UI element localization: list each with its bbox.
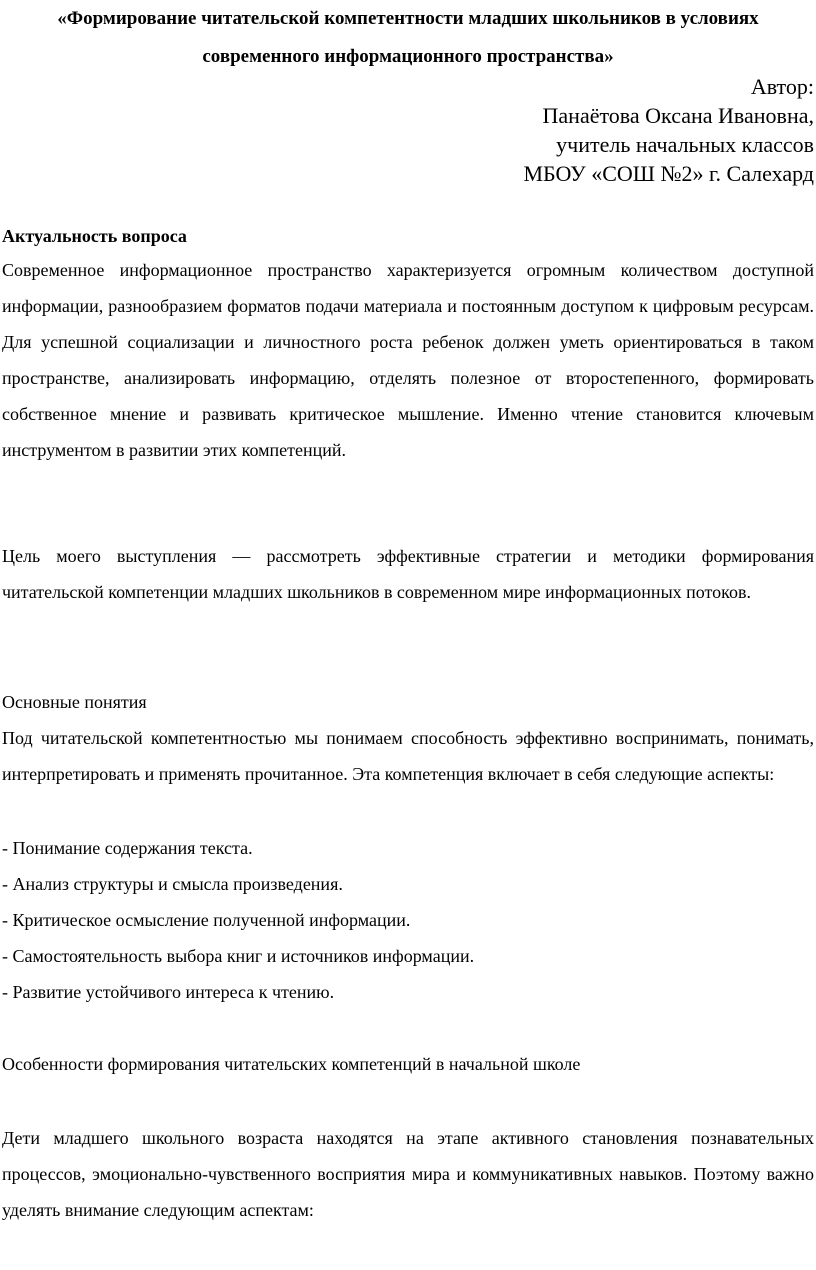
features-paragraph: Дети младшего школьного возраста находятся на этапе активного становления познавательных процессов, эмоционально-чувственного восприятия мира и коммуникативных навыков. Поэтому важно уделять внимание следующим аспектам: <box>2 1128 814 1220</box>
author-name: Панаётова Оксана Ивановна, <box>542 103 814 128</box>
concepts-paragraph: Под читательской компетентностью мы понимаем способность эффективно воспринимать, понимать, интерпретировать и применять прочитанное. Эта компетенция включает в себя следующие аспекты: <box>2 728 814 784</box>
list-item: - Самостоятельность выбора книг и источников информации. <box>2 946 475 966</box>
list-item: - Критическое осмысление полученной информации. <box>2 910 411 930</box>
author-position: учитель начальных классов <box>556 132 814 157</box>
section-heading-features: Особенности формирования читательских компетенций в начальной школе <box>2 1054 581 1074</box>
author-school: МБОУ «СОШ №2» г. Салехард <box>523 161 814 186</box>
list-item: - Понимание содержания текста. <box>2 838 253 858</box>
author-block <box>523 72 814 188</box>
author-label: Автор: <box>750 74 814 99</box>
section-heading-concepts: Основные понятия <box>2 692 147 712</box>
list-item: - Анализ структуры и смысла произведения. <box>2 874 343 894</box>
relevance-paragraph: Современное информационное пространство характеризуется огромным количеством доступной информации, разнообразием форматов подачи материала и постоянным доступом к цифровым ресурсам. Для успешной социализации и личностного роста ребенок должен уметь ориентироваться в таком пространстве, анализировать информацию, отделять полезное от второстепенного, формировать собственное мнение и развивать критическое мышление. Именно чтение становится ключевым инструментом в развитии этих компетенций. <box>2 260 814 460</box>
list-item: - Развитие устойчивого интереса к чтению. <box>2 982 335 1002</box>
section-heading-relevance: Актуальность вопроса <box>2 226 187 246</box>
goal-paragraph: Цель моего выступления — рассмотреть эффективные стратегии и методики формирования читательской компетенции младших школьников в современном мире информационных потоков. <box>2 546 814 602</box>
document-title: «Формирование читательской компетентности младших школьников в условиях современного информационного пространства» <box>57 8 759 67</box>
